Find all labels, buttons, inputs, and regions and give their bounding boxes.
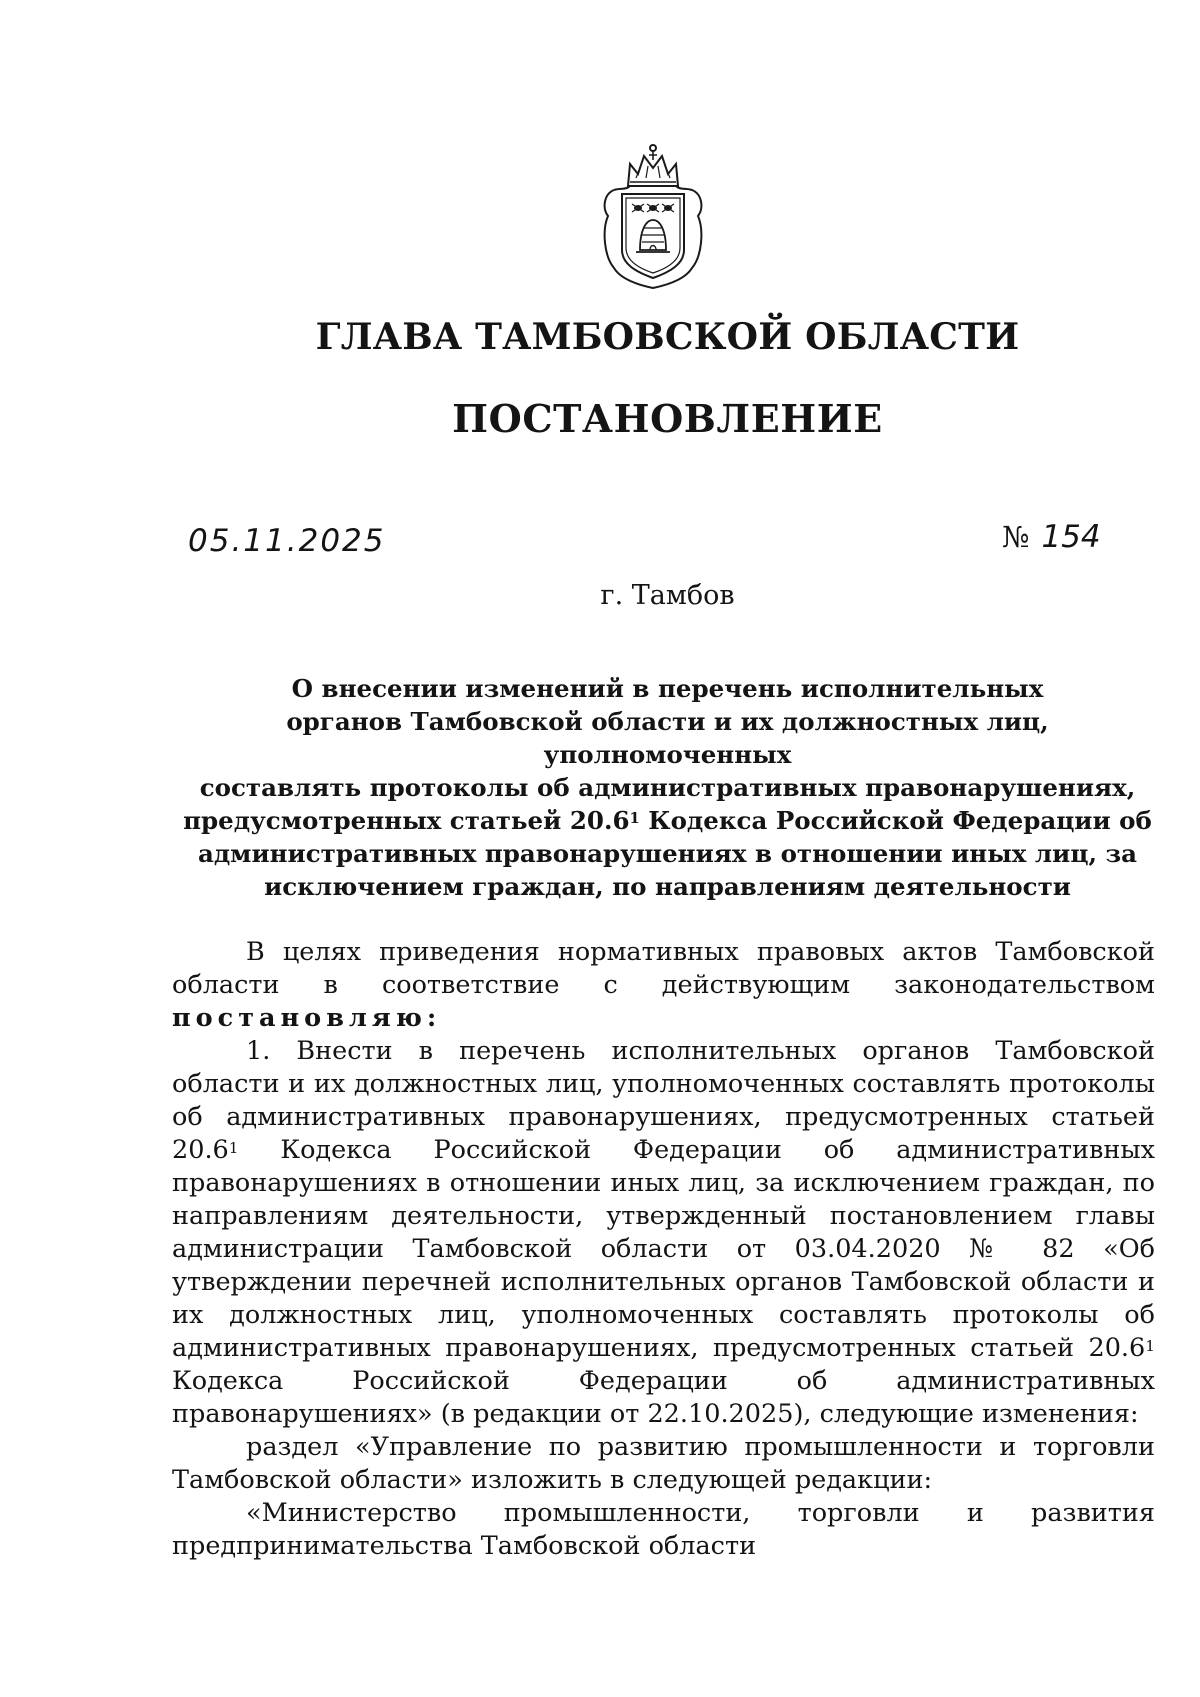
document-subject bbox=[160, 672, 1175, 903]
paragraph-text: 1. Внести в перечень исполнительных органов Тамбовской области и их должностных лиц, уполномоченных составлять протоколы об административных правонарушениях, предусмотренных статьей 20.6 bbox=[172, 1036, 1155, 1165]
paragraph-text: В целях приведения нормативных правовых актов Тамбовской области в соответствие с действующим законодательством bbox=[172, 937, 1155, 1000]
paragraph-text: Кодекса Российской Федерации об административных правонарушениях в отношении иных лиц, за исключением граждан, по направлениям деятельности, утвержденный постановлением главы администрации Тамбовской области от 03.04.2020 № 82 «Об утверждении перечней исполнительных органов Тамбовской области и их должностных лиц, уполномоченных составлять протоколы об административных правонарушениях, предусмотренных статьей 20.6 bbox=[172, 1135, 1155, 1363]
amendment-paragraph: раздел «Управление по развитию промышленности и торговли Тамбовской области» изложить в следующей редакции: bbox=[172, 1432, 1155, 1495]
preamble-paragraph bbox=[172, 936, 1155, 1035]
subject-line: составлять протоколы об административных правонарушениях, bbox=[199, 773, 1136, 802]
decree-colon: : bbox=[426, 1003, 437, 1033]
subject-line: административных правонарушениях в отношении иных лиц, за bbox=[197, 839, 1138, 868]
decree-word: постановляю bbox=[172, 1003, 427, 1033]
subject-line: О внесении изменений в перечень исполнительных bbox=[291, 674, 1044, 703]
subject-line: исключением граждан, по направлениям деятельности bbox=[264, 872, 1071, 901]
superscript: 1 bbox=[1145, 1337, 1155, 1355]
subject-text: предусмотренных статьей 20.6 bbox=[183, 806, 630, 835]
subject-text: Кодекса Российской Федерации об bbox=[639, 806, 1152, 835]
issuing-authority-title: ГЛАВА ТАМБОВСКОЙ ОБЛАСТИ bbox=[315, 316, 1020, 358]
document-city: г. Тамбов bbox=[600, 580, 735, 611]
subject-line bbox=[160, 804, 1175, 837]
tambov-coat-of-arms-icon bbox=[600, 138, 706, 290]
number-sign: № bbox=[1002, 520, 1030, 554]
document-number-value: 154 bbox=[1041, 519, 1101, 555]
new-section-paragraph: «Министерство промышленности, торговли и развития предпринимательства Тамбовской области bbox=[172, 1498, 1155, 1561]
superscript: 1 bbox=[228, 1139, 239, 1157]
document-date: 05.11.2025 bbox=[188, 523, 386, 559]
paragraph-text: Кодекса Российской Федерации об административных правонарушениях» (в редакции от 22.10.2025), следующие изменения: bbox=[172, 1366, 1155, 1429]
clause-paragraph bbox=[172, 1035, 1155, 1431]
document-type-title: ПОСТАНОВЛЕНИЕ bbox=[452, 396, 883, 441]
superscript: 1 bbox=[629, 810, 640, 827]
document-body bbox=[172, 936, 1155, 1563]
subject-line: органов Тамбовской области и их должностных лиц, уполномоченных bbox=[286, 707, 1049, 769]
document-number bbox=[1002, 519, 1101, 555]
